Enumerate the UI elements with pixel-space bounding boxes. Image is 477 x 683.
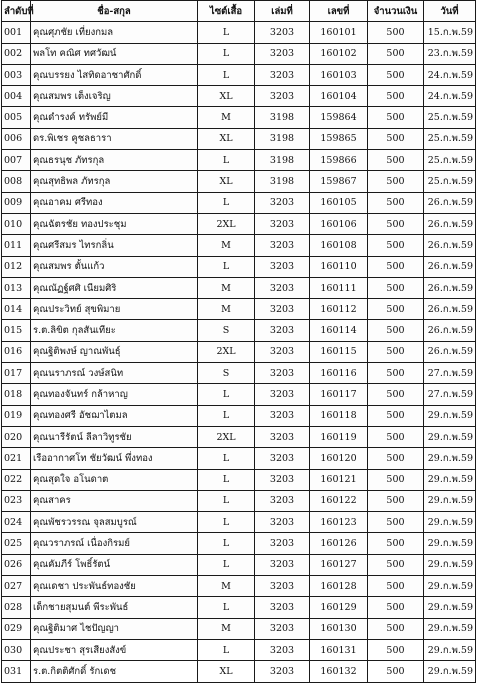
cell-book: 3203 [255,405,310,426]
table-row [2,618,476,639]
cell-amount: 500 [368,171,424,192]
cell-amount: 500 [368,320,424,341]
cell-amount: 500 [368,299,424,320]
table-row [2,490,476,511]
cell-no: 024 [2,512,31,533]
cell-no: 011 [2,235,31,256]
cell-size: 2XL [198,341,255,362]
table-row [2,426,476,447]
cell-no: 017 [2,363,31,384]
cell-size: XL [198,171,255,192]
cell-receipt: 160105 [310,192,368,213]
cell-receipt: 160101 [310,22,368,43]
cell-no: 001 [2,22,31,43]
table-row [2,192,476,213]
cell-book: 3203 [255,469,310,490]
cell-book: 3203 [255,43,310,64]
cell-date: 29.ก.พ.59 [424,405,476,426]
cell-date: 25.ก.พ.59 [424,171,476,192]
cell-book: 3203 [255,256,310,277]
cell-name: พลโท คณิศ ทศวัฒน์ [31,43,198,64]
header-size: ไซต์เสื้อ [198,1,255,22]
cell-amount: 500 [368,426,424,447]
table-row [2,384,476,405]
cell-receipt: 159864 [310,107,368,128]
table-row [2,597,476,618]
cell-receipt: 160122 [310,490,368,511]
cell-date: 29.ก.พ.59 [424,533,476,554]
cell-amount: 500 [368,64,424,85]
cell-size: XL [198,661,255,682]
cell-amount: 500 [368,22,424,43]
cell-no: 010 [2,213,31,234]
cell-amount: 500 [368,576,424,597]
cell-size: L [198,192,255,213]
cell-book: 3203 [255,576,310,597]
cell-amount: 500 [368,554,424,575]
cell-amount: 500 [368,363,424,384]
cell-size: 2XL [198,213,255,234]
cell-amount: 500 [368,533,424,554]
cell-date: 29.ก.พ.59 [424,469,476,490]
cell-name: คุณสมพร เต็งเจริญ [31,86,198,107]
cell-no: 029 [2,618,31,639]
cell-date: 24.ก.พ.59 [424,64,476,85]
cell-date: 23.ก.พ.59 [424,43,476,64]
cell-date: 29.ก.พ.59 [424,448,476,469]
cell-receipt: 160132 [310,661,368,682]
cell-receipt: 160118 [310,405,368,426]
cell-size: L [198,64,255,85]
cell-name: คุณสมพร ตั้นแก้ว [31,256,198,277]
cell-no: 013 [2,277,31,298]
cell-name: คุณสุดใจ อโนดาต [31,469,198,490]
cell-no: 023 [2,490,31,511]
cell-size: S [198,320,255,341]
cell-no: 028 [2,597,31,618]
table-row [2,64,476,85]
cell-amount: 500 [368,639,424,660]
cell-no: 016 [2,341,31,362]
cell-date: 29.ก.พ.59 [424,597,476,618]
cell-no: 030 [2,639,31,660]
cell-no: 006 [2,128,31,149]
cell-receipt: 160123 [310,512,368,533]
cell-date: 29.ก.พ.59 [424,639,476,660]
header-no: ลำดับที่ [2,1,31,22]
table-row [2,86,476,107]
cell-no: 008 [2,171,31,192]
cell-name: คุณสาคร [31,490,198,511]
cell-no: 004 [2,86,31,107]
table-row [2,22,476,43]
cell-receipt: 160121 [310,469,368,490]
cell-date: 27.ก.พ.59 [424,363,476,384]
cell-size: L [198,469,255,490]
cell-date: 29.ก.พ.59 [424,512,476,533]
cell-no: 031 [2,661,31,682]
cell-name: เรืออากาศโท ชัยวัฒน์ พึ่งทอง [31,448,198,469]
table-row [2,639,476,660]
cell-no: 009 [2,192,31,213]
cell-receipt: 160111 [310,277,368,298]
cell-name: คุณสุทธิพล ภัทรกุล [31,171,198,192]
cell-receipt: 160128 [310,576,368,597]
table-row [2,661,476,682]
header-row [2,1,476,22]
cell-date: 15.ก.พ.59 [424,22,476,43]
cell-book: 3203 [255,213,310,234]
cell-size: L [198,512,255,533]
cell-receipt: 160131 [310,639,368,660]
cell-book: 3198 [255,150,310,171]
table-row [2,554,476,575]
cell-amount: 500 [368,213,424,234]
cell-book: 3203 [255,363,310,384]
table-body [2,22,476,682]
table-row [2,512,476,533]
table-row [2,256,476,277]
cell-name: ร.ต.ลิขิต กุลสันเทียะ [31,320,198,341]
table-row [2,128,476,149]
cell-name: คุณพัชรวรรณ จุลสมบูรณ์ [31,512,198,533]
cell-amount: 500 [368,448,424,469]
cell-amount: 500 [368,512,424,533]
cell-receipt: 160130 [310,618,368,639]
table-row [2,171,476,192]
cell-book: 3203 [255,299,310,320]
cell-receipt: 160112 [310,299,368,320]
cell-book: 3203 [255,618,310,639]
table-row [2,107,476,128]
cell-no: 012 [2,256,31,277]
cell-amount: 500 [368,192,424,213]
cell-name: คุณทองจันทร์ กล้าหาญ [31,384,198,405]
cell-no: 018 [2,384,31,405]
cell-amount: 500 [368,277,424,298]
cell-size: L [198,405,255,426]
cell-no: 020 [2,426,31,447]
cell-name: คุณศรีสมร ไทรกลิ่น [31,235,198,256]
cell-size: L [198,448,255,469]
cell-receipt: 160102 [310,43,368,64]
cell-size: M [198,277,255,298]
cell-date: 26.ก.พ.59 [424,277,476,298]
cell-receipt: 160116 [310,363,368,384]
cell-date: 26.ก.พ.59 [424,192,476,213]
cell-name: คุณฐิติพงษ์ ญาณพันธุ์ [31,341,198,362]
cell-name: คุณฉัตรชัย ทองประชุม [31,213,198,234]
cell-date: 26.ก.พ.59 [424,213,476,234]
cell-name: คุณอาคม ศรีทอง [31,192,198,213]
cell-name: คุณฐิติมาศ ไชปัญญา [31,618,198,639]
cell-receipt: 160119 [310,426,368,447]
cell-receipt: 160104 [310,86,368,107]
table-row [2,320,476,341]
cell-date: 29.ก.พ.59 [424,490,476,511]
cell-book: 3203 [255,277,310,298]
cell-no: 015 [2,320,31,341]
cell-size: L [198,533,255,554]
cell-size: M [198,107,255,128]
cell-book: 3203 [255,426,310,447]
cell-no: 005 [2,107,31,128]
table-row [2,576,476,597]
table-row [2,363,476,384]
cell-receipt: 160114 [310,320,368,341]
cell-name: คุณเดชา ประพันธ์ทองชัย [31,576,198,597]
cell-receipt: 160126 [310,533,368,554]
cell-date: 26.ก.พ.59 [424,320,476,341]
cell-name: คุณวราภรณ์ เนื่องกิรมย์ [31,533,198,554]
cell-receipt: 160127 [310,554,368,575]
cell-name: คุณดำรงค์ ทรัพย์มี [31,107,198,128]
cell-book: 3203 [255,22,310,43]
cell-no: 026 [2,554,31,575]
header-book: เล่มที่ [255,1,310,22]
cell-no: 002 [2,43,31,64]
cell-no: 025 [2,533,31,554]
cell-size: M [198,576,255,597]
header-name: ชื่อ-สกุล [31,1,198,22]
cell-receipt: 160129 [310,597,368,618]
cell-receipt: 160117 [310,384,368,405]
cell-book: 3203 [255,490,310,511]
cell-amount: 500 [368,107,424,128]
cell-size: M [198,618,255,639]
cell-name: ร.ต.กิตติศักดิ์ รักเดช [31,661,198,682]
cell-name: คุณประวิทย์ สุขพิมาย [31,299,198,320]
cell-no: 014 [2,299,31,320]
cell-receipt: 160110 [310,256,368,277]
cell-name: คุณบรรยง ไสทิดอาชาศักดิ์ [31,64,198,85]
cell-size: L [198,597,255,618]
cell-book: 3198 [255,128,310,149]
cell-book: 3203 [255,320,310,341]
cell-no: 027 [2,576,31,597]
cell-size: XL [198,86,255,107]
cell-name: คุณประชา สุรเสียงสังข์ [31,639,198,660]
cell-date: 26.ก.พ.59 [424,235,476,256]
cell-receipt: 160115 [310,341,368,362]
cell-date: 29.ก.พ.59 [424,618,476,639]
table-row [2,277,476,298]
cell-name: คุณณัฏฐ์ศศิ เนียมศิริ [31,277,198,298]
cell-size: M [198,299,255,320]
table-row [2,235,476,256]
table-row [2,341,476,362]
cell-book: 3203 [255,533,310,554]
cell-no: 021 [2,448,31,469]
cell-amount: 500 [368,661,424,682]
table-row [2,213,476,234]
table-row [2,448,476,469]
table-row [2,405,476,426]
cell-name: คุณนารีรัตน์ ลีลาวิทูรชัย [31,426,198,447]
table-row [2,150,476,171]
cell-receipt: 160108 [310,235,368,256]
cell-date: 25.ก.พ.59 [424,128,476,149]
cell-size: M [198,235,255,256]
registration-table [1,0,476,683]
cell-amount: 500 [368,256,424,277]
cell-size: S [198,363,255,384]
cell-book: 3203 [255,512,310,533]
cell-name: คุณทองศรี อัชฌาไตมล [31,405,198,426]
cell-amount: 500 [368,86,424,107]
cell-date: 24.ก.พ.59 [424,86,476,107]
cell-date: 25.ก.พ.59 [424,107,476,128]
cell-receipt: 159865 [310,128,368,149]
cell-size: L [198,384,255,405]
cell-book: 3203 [255,64,310,85]
cell-amount: 500 [368,469,424,490]
cell-size: L [198,256,255,277]
cell-date: 25.ก.พ.59 [424,150,476,171]
cell-date: 26.ก.พ.59 [424,256,476,277]
table-row [2,469,476,490]
cell-amount: 500 [368,597,424,618]
table-row [2,43,476,64]
cell-book: 3203 [255,639,310,660]
cell-date: 27.ก.พ.59 [424,384,476,405]
cell-book: 3203 [255,597,310,618]
cell-book: 3198 [255,171,310,192]
cell-amount: 500 [368,128,424,149]
cell-amount: 500 [368,405,424,426]
cell-receipt: 159867 [310,171,368,192]
cell-no: 022 [2,469,31,490]
header-date: วันที่ [424,1,476,22]
cell-amount: 500 [368,490,424,511]
cell-date: 29.ก.พ.59 [424,554,476,575]
cell-amount: 500 [368,43,424,64]
cell-no: 007 [2,150,31,171]
cell-date: 26.ก.พ.59 [424,341,476,362]
cell-size: L [198,43,255,64]
cell-size: XL [198,128,255,149]
cell-size: L [198,490,255,511]
cell-name: คุณคัมภีร์ โพธิ์รัตน์ [31,554,198,575]
cell-receipt: 160106 [310,213,368,234]
cell-no: 003 [2,64,31,85]
cell-date: 26.ก.พ.59 [424,299,476,320]
header-receipt: เลขที่ [310,1,368,22]
table-row [2,533,476,554]
cell-book: 3203 [255,554,310,575]
cell-book: 3203 [255,384,310,405]
cell-receipt: 160103 [310,64,368,85]
cell-amount: 500 [368,150,424,171]
cell-date: 29.ก.พ.59 [424,426,476,447]
cell-name: คุณนราภรณ์ วงษ์สนิท [31,363,198,384]
cell-date: 29.ก.พ.59 [424,576,476,597]
cell-receipt: 160120 [310,448,368,469]
cell-amount: 500 [368,384,424,405]
cell-name: เด็กชายสุมนต์ พีระพันธ์ [31,597,198,618]
cell-book: 3203 [255,341,310,362]
cell-date: 29.ก.พ.59 [424,661,476,682]
cell-book: 3203 [255,235,310,256]
cell-receipt: 159866 [310,150,368,171]
cell-book: 3198 [255,107,310,128]
cell-book: 3203 [255,448,310,469]
cell-size: L [198,150,255,171]
cell-book: 3203 [255,661,310,682]
cell-name: ดร.พิเชร คูชลธารา [31,128,198,149]
table-row [2,299,476,320]
cell-name: คุณศุภชัย เที่ยงกมล [31,22,198,43]
cell-amount: 500 [368,235,424,256]
header-amount: จำนวนเงิน [368,1,424,22]
cell-size: 2XL [198,426,255,447]
cell-name: คุณธรนุช ภัทรกุล [31,150,198,171]
cell-size: L [198,554,255,575]
cell-no: 019 [2,405,31,426]
cell-amount: 500 [368,341,424,362]
cell-book: 3203 [255,192,310,213]
cell-amount: 500 [368,618,424,639]
cell-size: L [198,639,255,660]
cell-book: 3203 [255,86,310,107]
cell-size: L [198,22,255,43]
